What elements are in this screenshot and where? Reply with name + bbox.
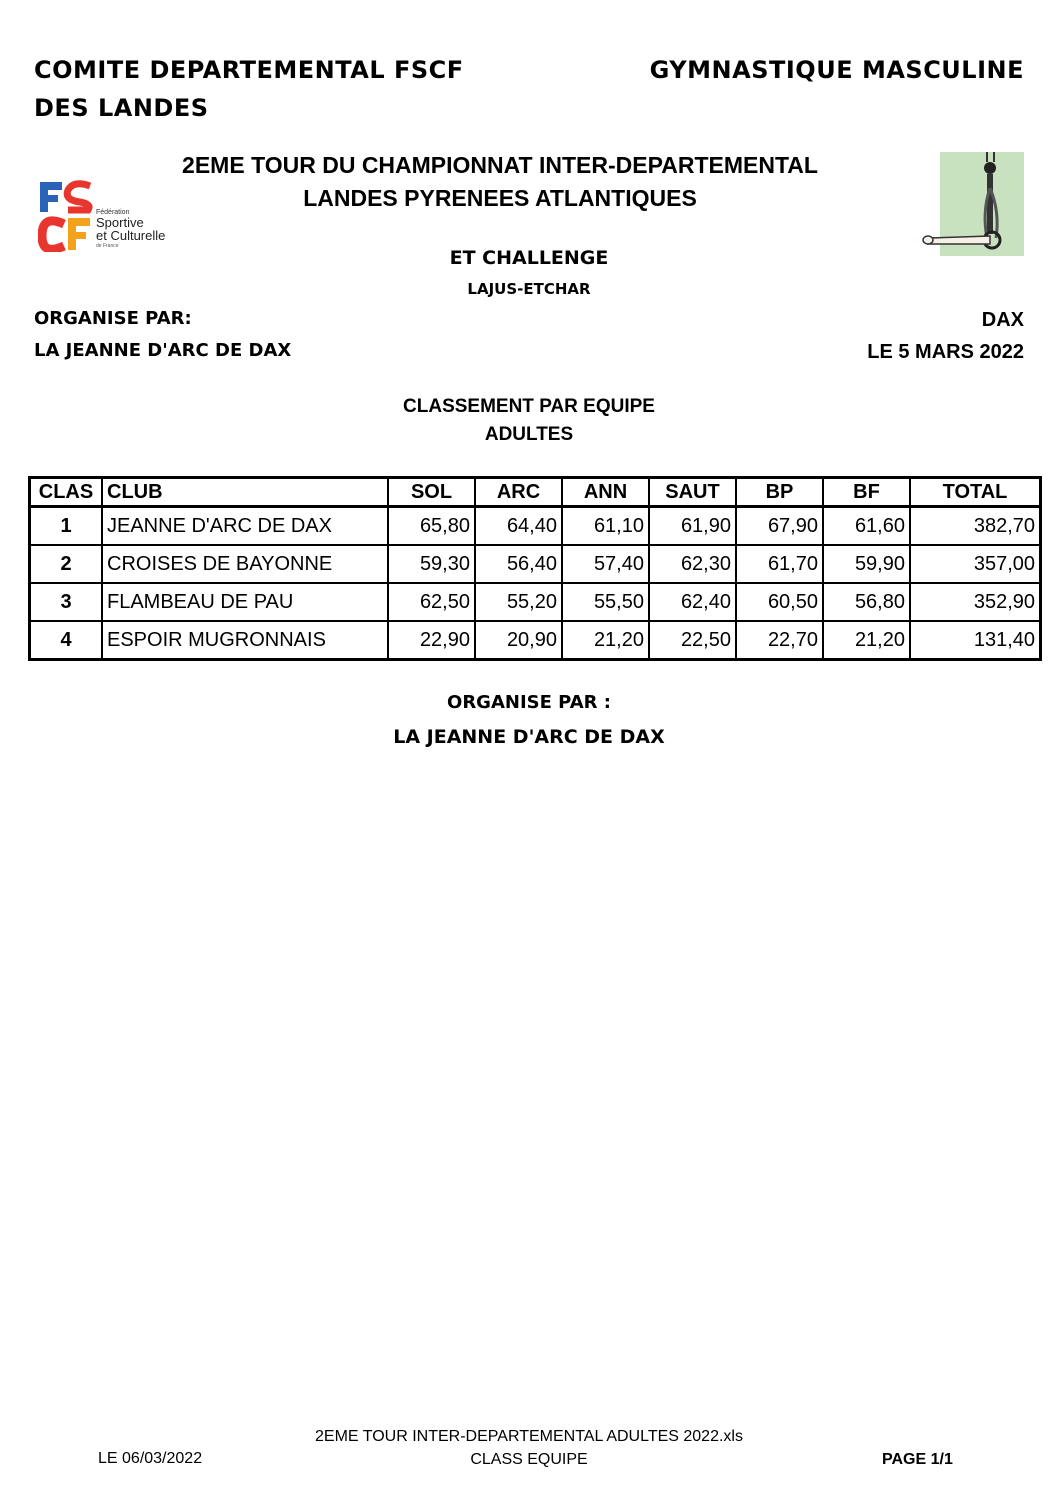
total-cell: 131,40 (910, 621, 1041, 660)
rank-cell: 4 (30, 621, 103, 660)
arc-cell: 55,20 (475, 583, 562, 621)
sol-cell: 65,80 (388, 507, 475, 546)
rank-cell: 1 (30, 507, 103, 546)
challenge-title: ET CHALLENGE (449, 247, 609, 269)
discipline-title: GYMNASTIQUE MASCULINE (649, 56, 1024, 84)
event-date: LE 5 MARS 2022 (867, 341, 1024, 363)
sol-cell: 22,90 (388, 621, 475, 660)
total-cell: 357,00 (910, 545, 1041, 583)
saut-cell: 22,50 (649, 621, 736, 660)
saut-cell: 61,90 (649, 507, 736, 546)
footer-organised-by-label: ORGANISE PAR : (447, 692, 611, 713)
table-row (30, 507, 1041, 546)
logo-text-line4: de France (96, 243, 119, 249)
club-cell: ESPOIR MUGRONNAIS (102, 621, 388, 660)
table-row (30, 545, 1041, 583)
rank-cell: 3 (30, 583, 103, 621)
column-header-saut: SAUT (649, 478, 736, 507)
footer-page-number: PAGE 1/1 (882, 1451, 953, 1468)
competition-title-line1: 2EME TOUR DU CHAMPIONNAT INTER-DEPARTEMENTAL (182, 152, 818, 178)
bf-cell: 56,80 (823, 583, 910, 621)
column-header-total: TOTAL (910, 478, 1041, 507)
ann-cell: 57,40 (562, 545, 649, 583)
classification-title: CLASSEMENT PAR EQUIPE (403, 396, 655, 417)
bp-cell: 60,50 (736, 583, 823, 621)
competition-title-line2: LANDES PYRENEES ATLANTIQUES (303, 185, 697, 211)
footer-organiser-name: LA JEANNE D'ARC DE DAX (393, 726, 665, 748)
arc-cell: 20,90 (475, 621, 562, 660)
column-header-bf: BF (823, 478, 910, 507)
arc-cell: 64,40 (475, 507, 562, 546)
bf-cell: 59,90 (823, 545, 910, 583)
gymnast-rings-icon (920, 152, 1024, 256)
arc-cell: 56,40 (475, 545, 562, 583)
bf-cell: 21,20 (823, 621, 910, 660)
saut-cell: 62,30 (649, 545, 736, 583)
ann-cell: 55,50 (562, 583, 649, 621)
bf-cell: 61,60 (823, 507, 910, 546)
column-header-ann: ANN (562, 478, 649, 507)
event-city: DAX (981, 309, 1024, 331)
column-header-club: CLUB (102, 478, 388, 507)
logo-text-line1: Fédération (96, 209, 130, 216)
footer-print-date: LE 06/03/2022 (98, 1450, 203, 1467)
logo-text-line3: et Culturelle (96, 228, 166, 243)
logo-text-line2: Sportive (96, 215, 144, 230)
fscf-logo (38, 180, 188, 252)
sol-cell: 59,30 (388, 545, 475, 583)
ann-cell: 21,20 (562, 621, 649, 660)
ann-cell: 61,10 (562, 507, 649, 546)
column-header-clas: CLAS (30, 478, 103, 507)
column-header-bp: BP (736, 478, 823, 507)
table-header-row (30, 478, 1041, 507)
club-cell: JEANNE D'ARC DE DAX (102, 507, 388, 546)
column-header-arc: ARC (475, 478, 562, 507)
total-cell: 382,70 (910, 507, 1041, 546)
footer-sheet-name: CLASS EQUIPE (470, 1451, 588, 1468)
sol-cell: 62,50 (388, 583, 475, 621)
rank-cell: 2 (30, 545, 103, 583)
committee-name-line1: COMITE DEPARTEMENTAL FSCF (34, 56, 464, 84)
organiser-name: LA JEANNE D'ARC DE DAX (34, 340, 292, 361)
total-cell: 352,90 (910, 583, 1041, 621)
organised-by-label: ORGANISE PAR: (34, 308, 192, 329)
challenge-name: LAJUS-ETCHAR (467, 280, 591, 298)
bp-cell: 22,70 (736, 621, 823, 660)
committee-name-line2: DES LANDES (34, 94, 209, 122)
table-row (30, 621, 1041, 660)
classification-category: ADULTES (484, 424, 574, 445)
column-header-sol: SOL (388, 478, 475, 507)
club-cell: CROISES DE BAYONNE (102, 545, 388, 583)
bp-cell: 67,90 (736, 507, 823, 546)
club-cell: FLAMBEAU DE PAU (102, 583, 388, 621)
table-row (30, 583, 1041, 621)
footer-file-name: 2EME TOUR INTER-DEPARTEMENTAL ADULTES 2022.xls (315, 1428, 743, 1445)
bp-cell: 61,70 (736, 545, 823, 583)
saut-cell: 62,40 (649, 583, 736, 621)
results-table (28, 476, 1042, 661)
